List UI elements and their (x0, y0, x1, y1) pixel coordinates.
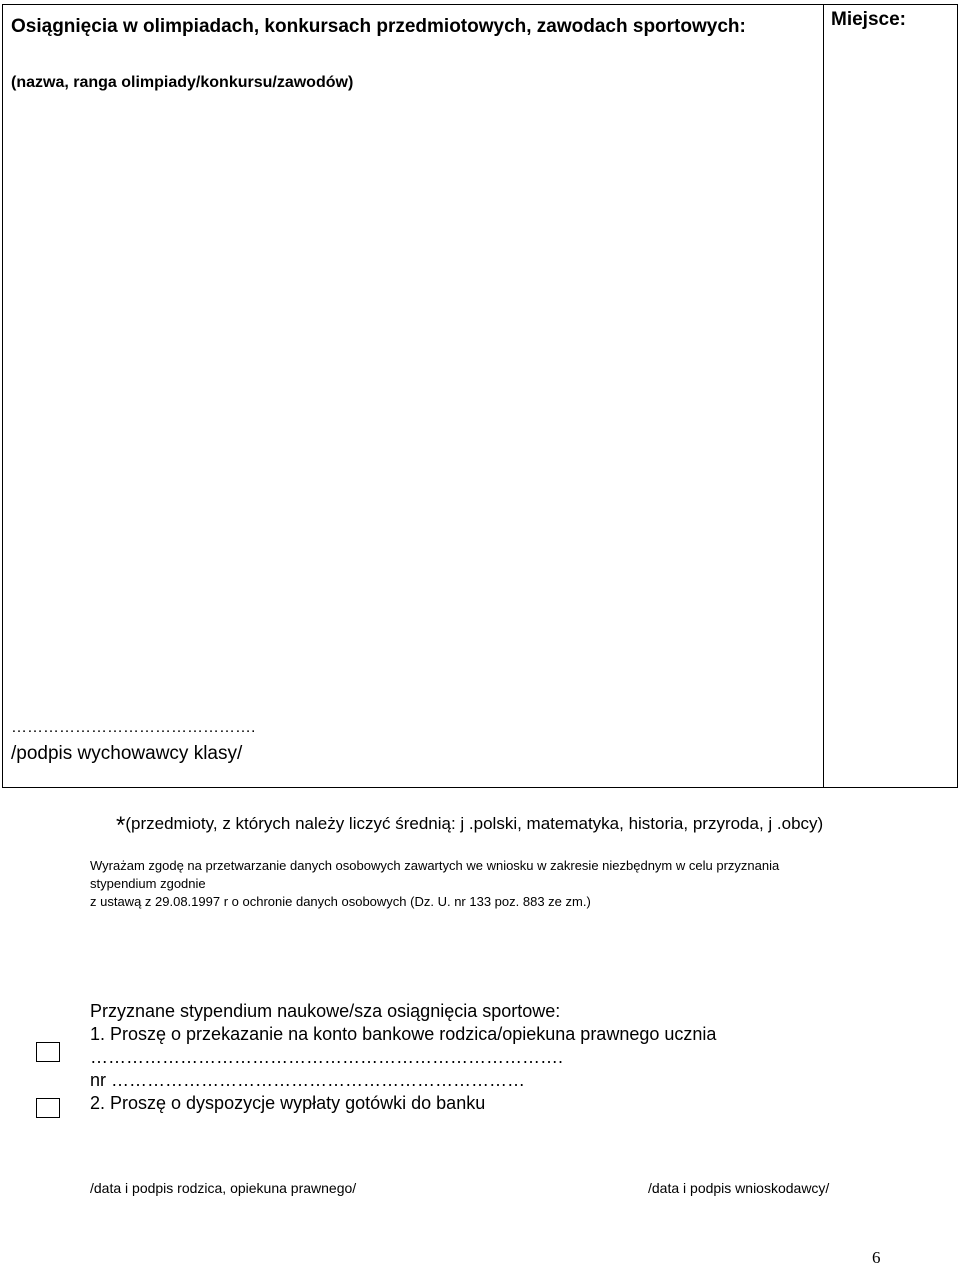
account-number-line: ……………………………………………………………………. (90, 1047, 564, 1067)
nr-line: nr …………………………………………………………… (90, 1070, 526, 1090)
stipend-heading: Przyznane stypendium naukowe/sza osiągnięcia sportowe: (90, 1001, 561, 1021)
average-subjects-footnote (116, 812, 823, 840)
cash-payout-checkbox[interactable] (36, 1098, 60, 1118)
parent-signature-caption: /data i podpis rodzica, opiekuna prawnego/ (90, 1180, 357, 1196)
teacher-signature-line: ………………………………………. (11, 719, 256, 736)
achievements-subtitle: (nazwa, ranga olimpiady/konkursu/zawodów) (11, 74, 354, 91)
applicant-signature-caption: /data i podpis wnioskodawcy/ (648, 1180, 830, 1196)
consent-line-3: z ustawą z 29.08.1997 r o ochronie danych osobowych (Dz. U. nr 133 poz. 883 ze zm.) (90, 894, 591, 909)
achievements-table (2, 4, 958, 788)
cash-payout-option: 2. Proszę o dyspozycje wypłaty gotówki do banku (90, 1093, 486, 1113)
footnote-star: * (116, 812, 126, 839)
footnote-text: (przedmioty, z których należy liczyć średnią: j .polski, matematyka, historia, przyroda, j .obcy) (125, 814, 824, 833)
teacher-signature-caption: /podpis wychowawcy klasy/ (11, 743, 243, 764)
column-divider (823, 5, 824, 787)
stipend-section (90, 1000, 716, 1115)
data-processing-consent (90, 857, 940, 911)
consent-line-1: Wyrażam zgodę na przetwarzanie danych osobowych zawartych we wniosku w zakresie niezbędnym w celu przyznania (90, 858, 780, 873)
bank-transfer-checkbox[interactable] (36, 1042, 60, 1062)
consent-line-2: stypendium zgodnie (90, 876, 206, 891)
achievements-title: Osiągnięcia w olimpiadach, konkursach przedmiotowych, zawodach sportowych: (11, 16, 746, 37)
place-label: Miejsce: (831, 9, 906, 30)
bank-transfer-option: 1. Proszę o przekazanie na konto bankowe rodzica/opiekuna prawnego ucznia (90, 1024, 717, 1044)
page-number: 6 (872, 1248, 881, 1267)
